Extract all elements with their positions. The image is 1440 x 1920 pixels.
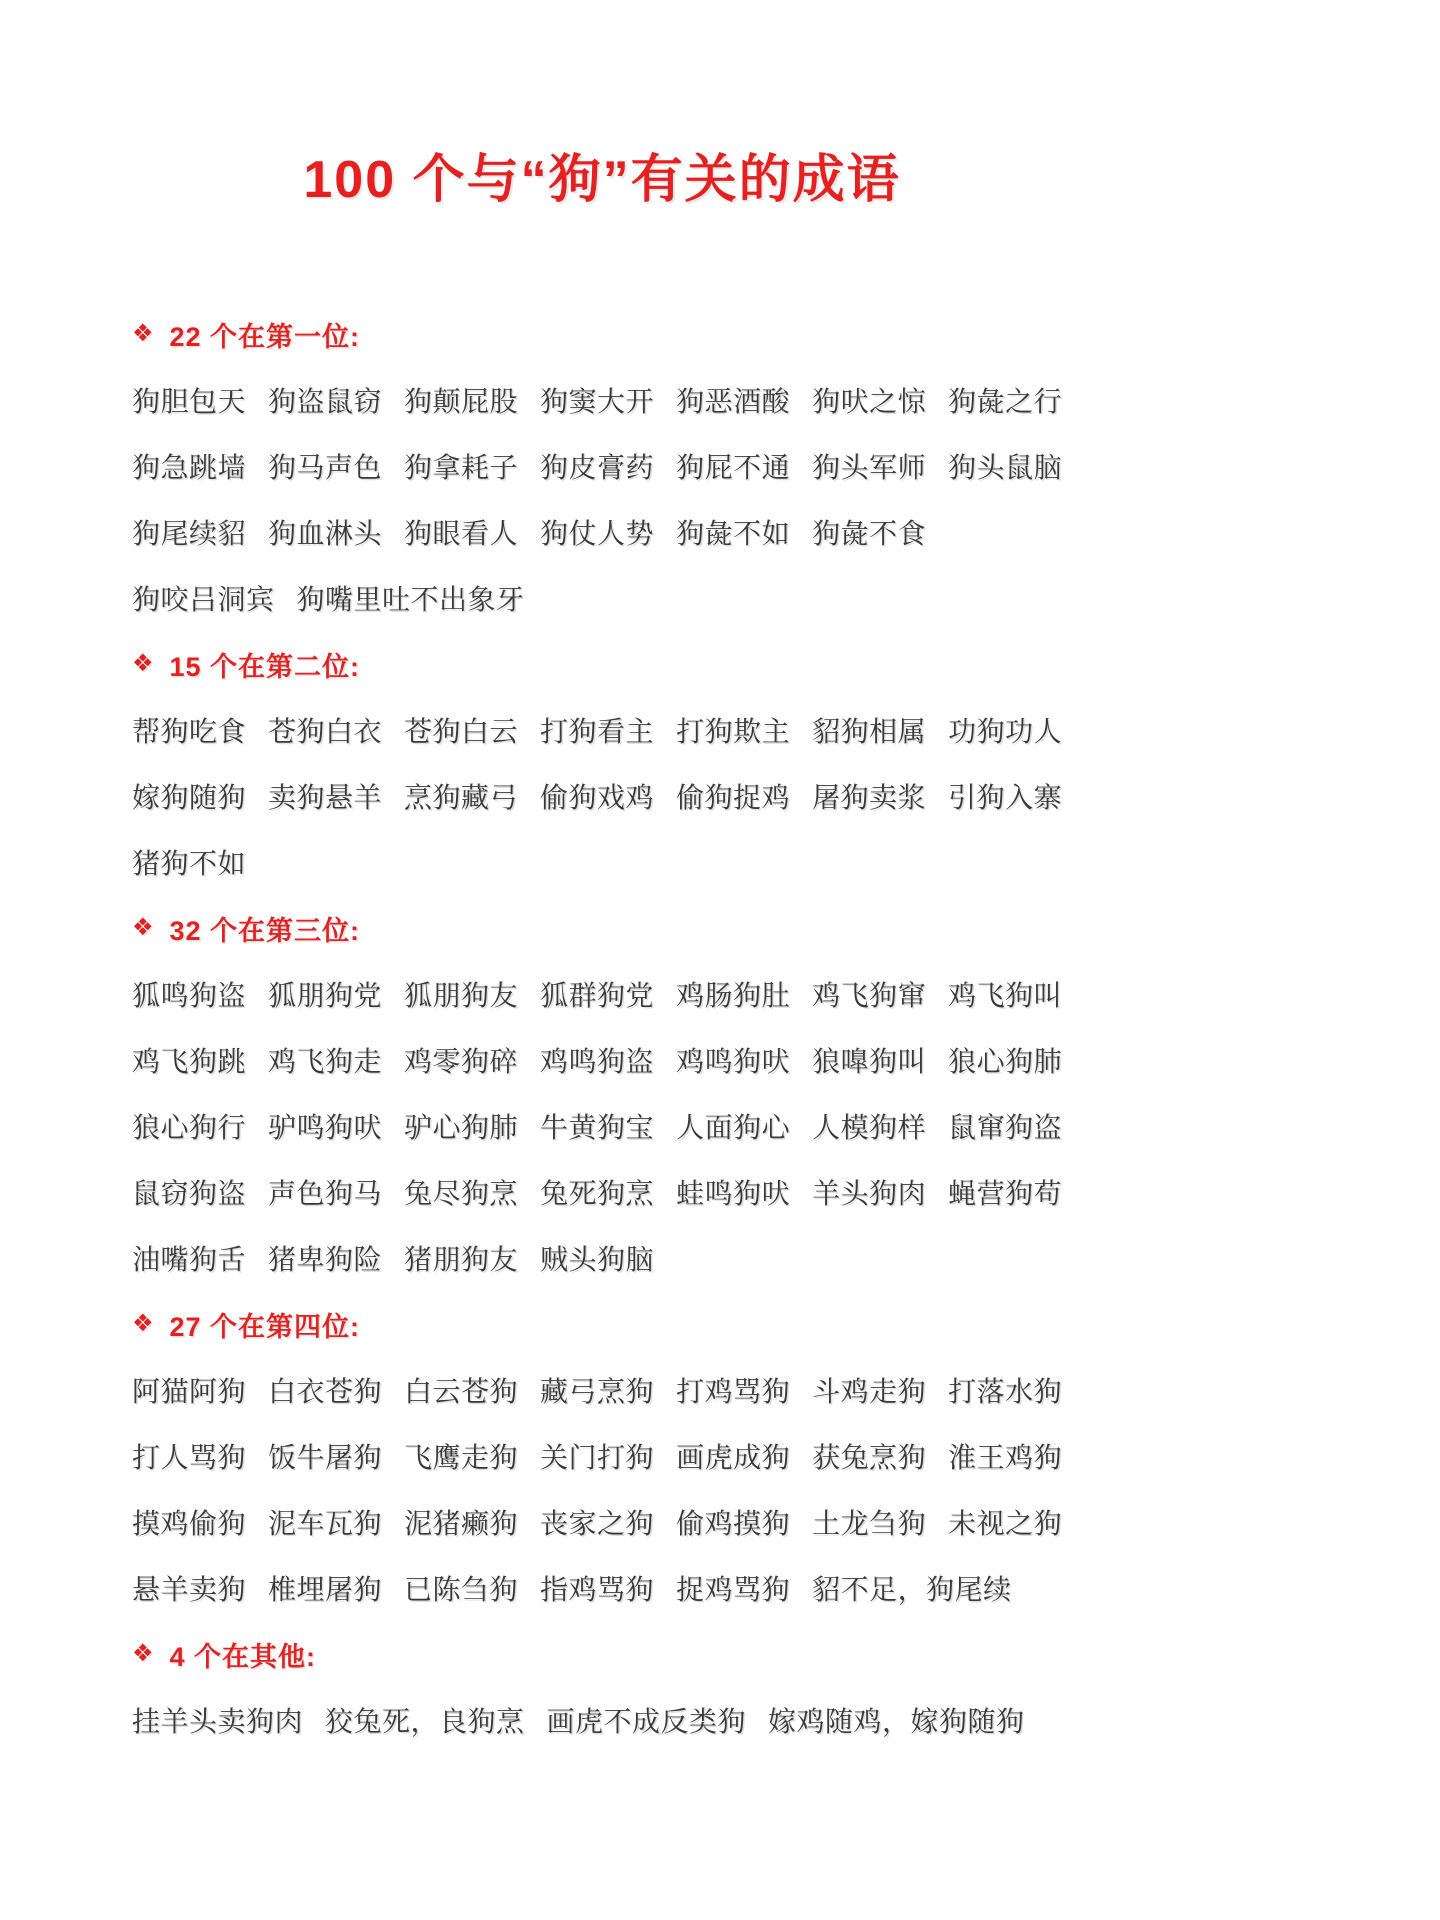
idiom: 帮狗吃食: [132, 716, 247, 747]
idiom: 鸡鸣狗吠: [676, 1046, 791, 1077]
idiom-sections: [132, 301, 1072, 1753]
idiom: 卖狗悬羊: [268, 782, 383, 813]
idiom: 狐鸣狗盗: [132, 980, 247, 1011]
idiom: 白衣苍狗: [268, 1376, 383, 1407]
idiom: 驴鸣狗吠: [268, 1112, 383, 1143]
document-content: [132, 148, 1072, 1753]
idiom: 狗彘不如: [676, 518, 791, 549]
idiom-row: [132, 961, 1072, 1027]
idiom: 未视之狗: [948, 1508, 1063, 1539]
idiom: 鼠窜狗盗: [948, 1112, 1063, 1143]
idiom: 引狗入寨: [948, 782, 1063, 813]
idiom-row: [132, 1093, 1072, 1159]
idiom-row: [132, 1225, 1072, 1291]
idiom-row: [132, 1357, 1072, 1423]
idiom: 狼嘷狗叫: [812, 1046, 927, 1077]
idiom: 打狗欺主: [676, 716, 791, 747]
idiom: 土龙刍狗: [812, 1508, 927, 1539]
idiom: 狗屁不通: [676, 452, 791, 483]
idiom: 饭牛屠狗: [268, 1442, 383, 1473]
idiom: 挂羊头卖狗肉: [132, 1706, 304, 1737]
idiom: 狗拿耗子: [404, 452, 519, 483]
idiom: 斗鸡走狗: [812, 1376, 927, 1407]
idiom-row: [132, 1159, 1072, 1225]
idiom: 烹狗藏弓: [404, 782, 519, 813]
idiom: 苍狗白衣: [268, 716, 383, 747]
idiom: 贼头狗脑: [540, 1244, 655, 1275]
idiom: 狗恶酒酸: [676, 386, 791, 417]
idiom: 椎埋屠狗: [268, 1574, 383, 1605]
idiom: 嫁狗随狗: [132, 782, 247, 813]
idiom-row: [132, 1027, 1072, 1093]
idiom: 淮王鸡狗: [948, 1442, 1063, 1473]
diamond-bullet-icon: ❖: [132, 650, 154, 677]
idiom: 狗仗人势: [540, 518, 655, 549]
idiom: 摸鸡偷狗: [132, 1508, 247, 1539]
idiom: 狗急跳墙: [132, 452, 247, 483]
idiom: 狗彘不食: [812, 518, 927, 549]
idiom: 白云苍狗: [404, 1376, 519, 1407]
idiom: 泥车瓦狗: [268, 1508, 383, 1539]
idiom: 狗皮膏药: [540, 452, 655, 483]
idiom: 蛙鸣狗吠: [676, 1178, 791, 1209]
idiom: 画虎成狗: [676, 1442, 791, 1473]
idiom: 人模狗样: [812, 1112, 927, 1143]
idiom: 画虎不成反类狗: [546, 1706, 747, 1737]
idiom-row: [132, 697, 1072, 763]
section-header: [132, 1291, 1072, 1357]
idiom: 获兔烹狗: [812, 1442, 927, 1473]
idiom: 屠狗卖浆: [812, 782, 927, 813]
idiom: 鸡飞狗窜: [812, 980, 927, 1011]
idiom: 声色狗马: [268, 1178, 383, 1209]
idiom: 指鸡骂狗: [540, 1574, 655, 1605]
idiom: 狗血淋头: [268, 518, 383, 549]
section-header: [132, 895, 1072, 961]
idiom: 偷鸡摸狗: [676, 1508, 791, 1539]
idiom-row: [132, 499, 1072, 565]
idiom: 功狗功人: [948, 716, 1063, 747]
idiom: 油嘴狗舌: [132, 1244, 247, 1275]
idiom: 人面狗心: [676, 1112, 791, 1143]
section-header: [132, 301, 1072, 367]
idiom: 打落水狗: [948, 1376, 1063, 1407]
section-label: 22 个在第一位:: [169, 321, 361, 352]
idiom: 狐群狗党: [540, 980, 655, 1011]
idiom: 悬羊卖狗: [132, 1574, 247, 1605]
section-label: 27 个在第四位:: [169, 1311, 361, 1342]
idiom: 兔尽狗烹: [404, 1178, 519, 1209]
idiom: 狗头鼠脑: [948, 452, 1063, 483]
section-header: [132, 1621, 1072, 1687]
idiom: 狼心狗肺: [948, 1046, 1063, 1077]
idiom: 嫁鸡随鸡，嫁狗随狗: [768, 1706, 1025, 1737]
idiom: 狗胆包天: [132, 386, 247, 417]
idiom: 狗马声色: [268, 452, 383, 483]
idiom: 猪卑狗险: [268, 1244, 383, 1275]
idiom: 狗嘴里吐不出象牙: [296, 584, 525, 615]
idiom: 关门打狗: [540, 1442, 655, 1473]
idiom: 打鸡骂狗: [676, 1376, 791, 1407]
idiom: 狗彘之行: [948, 386, 1063, 417]
diamond-bullet-icon: ❖: [132, 320, 154, 347]
idiom: 驴心狗肺: [404, 1112, 519, 1143]
idiom: 阿猫阿狗: [132, 1376, 247, 1407]
idiom: 狗吠之惊: [812, 386, 927, 417]
idiom: 打人骂狗: [132, 1442, 247, 1473]
idiom: 兔死狗烹: [540, 1178, 655, 1209]
idiom: 狗咬吕洞宾: [132, 584, 275, 615]
idiom: 已陈刍狗: [404, 1574, 519, 1605]
idiom: 鸡飞狗跳: [132, 1046, 247, 1077]
idiom: 鸡鸣狗盗: [540, 1046, 655, 1077]
diamond-bullet-icon: ❖: [132, 1640, 154, 1667]
idiom: 狡兔死，良狗烹: [325, 1706, 525, 1737]
diamond-bullet-icon: ❖: [132, 1310, 154, 1337]
idiom: 打狗看主: [540, 716, 655, 747]
idiom-row: [132, 565, 1072, 631]
idiom: 狗颠屁股: [404, 386, 519, 417]
section-label: 32 个在第三位:: [169, 915, 361, 946]
idiom: 鼠窃狗盗: [132, 1178, 247, 1209]
idiom-row: [132, 1555, 1072, 1621]
idiom-row: [132, 763, 1072, 829]
idiom-row: [132, 1489, 1072, 1555]
idiom: 泥猪癞狗: [404, 1508, 519, 1539]
section-label: 4 个在其他:: [169, 1641, 317, 1672]
idiom: 鸡飞狗叫: [948, 980, 1063, 1011]
idiom: 狗头军师: [812, 452, 927, 483]
idiom: 狼心狗行: [132, 1112, 247, 1143]
idiom: 藏弓烹狗: [540, 1376, 655, 1407]
idiom: 猪朋狗友: [404, 1244, 519, 1275]
idiom: 狗窦大开: [540, 386, 655, 417]
idiom: 猪狗不如: [132, 848, 247, 879]
idiom-row: [132, 367, 1072, 433]
page-title: 100 个与“狗”有关的成语: [303, 151, 901, 209]
idiom: 丧家之狗: [540, 1508, 655, 1539]
section-label: 15 个在第二位:: [169, 651, 361, 682]
idiom: 蝇营狗苟: [948, 1178, 1063, 1209]
section-header: [132, 631, 1072, 697]
idiom: 偷狗戏鸡: [540, 782, 655, 813]
idiom: 狗尾续貂: [132, 518, 247, 549]
idiom: 狗眼看人: [404, 518, 519, 549]
idiom: 貂不足，狗尾续: [812, 1574, 1012, 1605]
diamond-bullet-icon: ❖: [132, 914, 154, 941]
idiom: 鸡零狗碎: [404, 1046, 519, 1077]
idiom: 飞鹰走狗: [404, 1442, 519, 1473]
idiom: 狐朋狗友: [404, 980, 519, 1011]
idiom: 鸡飞狗走: [268, 1046, 383, 1077]
idiom: 捉鸡骂狗: [676, 1574, 791, 1605]
idiom: 狗盗鼠窃: [268, 386, 383, 417]
idiom-row: [132, 829, 1072, 895]
idiom: 偷狗捉鸡: [676, 782, 791, 813]
idiom: 牛黄狗宝: [540, 1112, 655, 1143]
idiom: 苍狗白云: [404, 716, 519, 747]
idiom: 羊头狗肉: [812, 1178, 927, 1209]
idiom-row: [132, 433, 1072, 499]
idiom: 狐朋狗党: [268, 980, 383, 1011]
idiom: 鸡肠狗肚: [676, 980, 791, 1011]
idiom: 貂狗相属: [812, 716, 927, 747]
idiom-row: [132, 1423, 1072, 1489]
idiom-row: [132, 1687, 1072, 1753]
